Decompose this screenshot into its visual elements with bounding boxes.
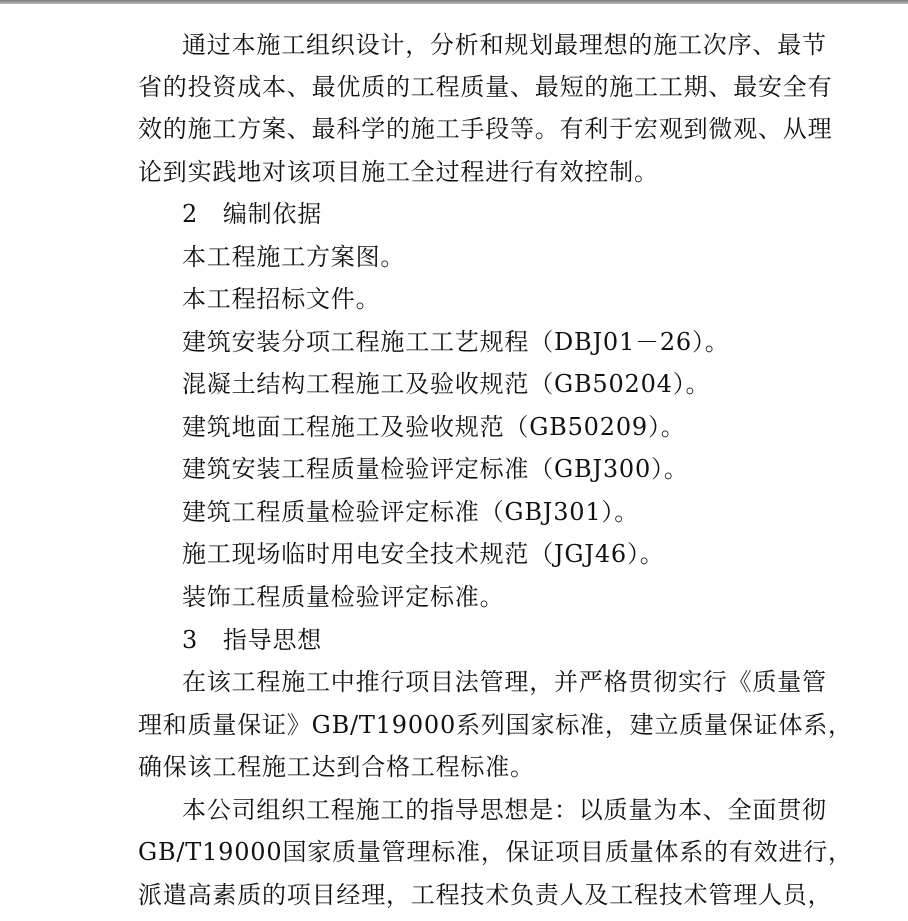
text-line: GB/T19000国家质量管理标准，保证项目质量体系的有效进行，: [138, 838, 853, 866]
text-line: 理和质量保证》GB/T19000系列国家标准，建立质量保证体系，: [138, 711, 853, 739]
section-heading: 2 编制依据: [182, 200, 323, 228]
text-line: 装饰工程质量检验评定标准。: [182, 583, 505, 611]
text-line: 省的投资成本、最优质的工程质量、最短的施工工期、最安全有: [138, 73, 833, 101]
text-line: 通过本施工组织设计，分析和规划最理想的施工次序、最节: [182, 31, 827, 59]
text-line: 论到实践地对该项目施工全过程进行有效控制。: [138, 158, 659, 186]
section-heading: 3 指导思想: [182, 626, 323, 654]
text-line: 施工现场临时用电安全技术规范（JGJ46）。: [182, 540, 665, 568]
text-line: 效的施工方案、最科学的施工手段等。有利于宏观到微观、从理: [138, 115, 833, 143]
text-line: 建筑安装工程质量检验评定标准（GBJ300）。: [182, 455, 689, 483]
text-line: 在该工程施工中推行项目法管理，并严格贯彻实行《质量管: [182, 668, 827, 696]
text-line: 本工程招标文件。: [182, 285, 381, 313]
text-line: 建筑安装分项工程施工工艺规程（DBJ01－26）。: [182, 328, 730, 356]
text-line: 派遣高素质的项目经理，工程技术负责人及工程技术管理人员，: [138, 881, 833, 909]
text-line: 建筑地面工程施工及验收规范（GB50209）。: [182, 413, 686, 441]
text-line: 确保该工程施工达到合格工程标准。: [138, 753, 535, 781]
text-line: 本公司组织工程施工的指导思想是：以质量为本、全面贯彻: [182, 796, 827, 824]
text-line: 本工程施工方案图。: [182, 243, 406, 271]
text-line: 建筑工程质量检验评定标准（GBJ301）。: [182, 498, 640, 526]
text-line: 混凝土结构工程施工及验收规范（GB50204）。: [182, 370, 711, 398]
